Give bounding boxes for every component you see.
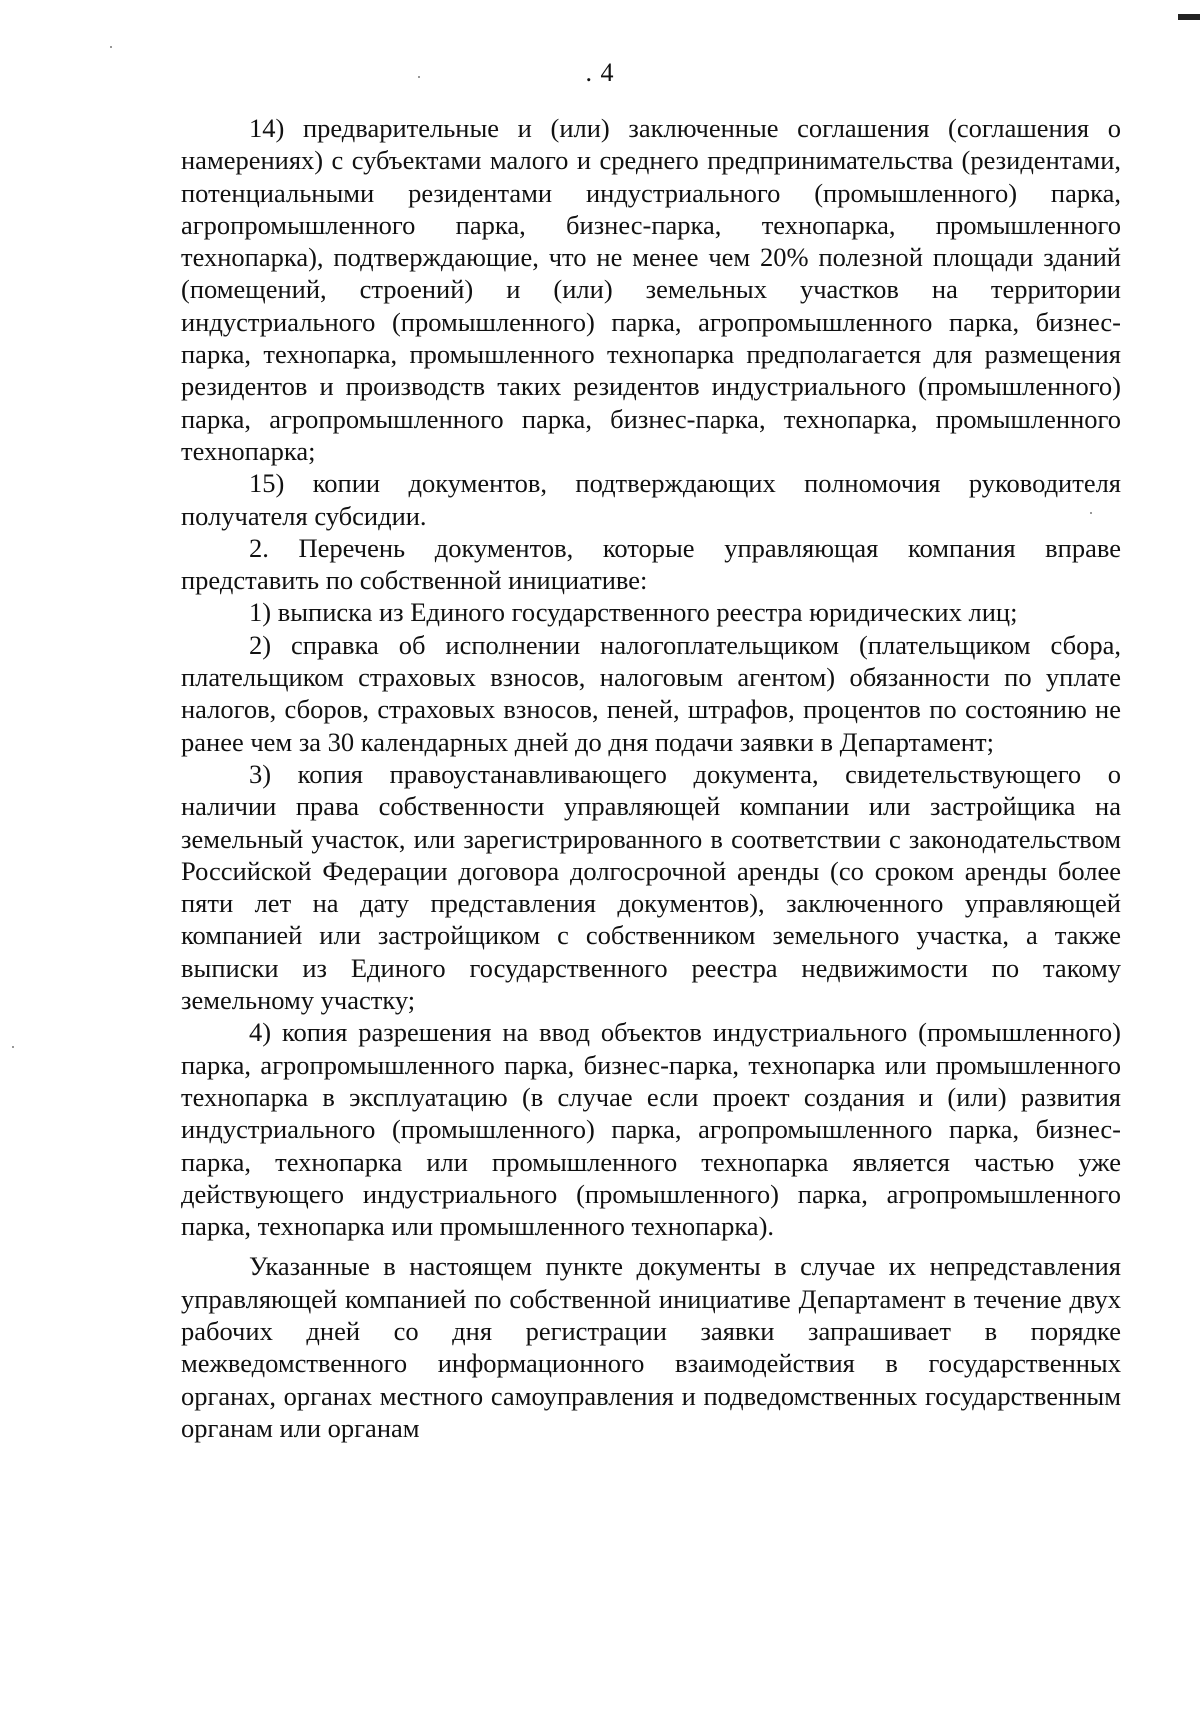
scan-speck xyxy=(12,1046,14,1048)
section-2-heading-paragraph: 2. Перечень документов, которые управляющая компания вправе представить по собственной инициативе: xyxy=(181,532,1121,596)
list-item-15: 15) копии документов, подтверждающих полномочия руководителя получателя субсидии. xyxy=(181,468,1121,531)
list-item-2: 2) справка об исполнении налогоплательщиком (плательщиком сбора, плательщиком страховых взносов, налоговым агентом) обязанности по уплате налогов, сборов, страховых взносов, пеней, штрафов, процентов по состоянию не ранее чем за 30 календарных дней до дня подачи заявки в Департамент; xyxy=(181,629,1121,757)
page-number: . 4 xyxy=(585,58,615,87)
list-item-1: 1) выписка из Единого государственного реестра юридических лиц; xyxy=(249,597,1018,628)
list-item-4: 4) копия разрешения на ввод объектов индустриального (промышленного) парка, агропромышленного парка, бизнес-парка, технопарка или промышленного технопарка в эксплуатацию (в случае если проект создания и (или) развития индустриального (промышленного) парка, агропромышленного парка, бизнес-парка, технопарка или промышленного технопарка является частью уже действующего индустриального (промышленного) парка, агропромышленного парка, технопарка или промышленного технопарка). xyxy=(181,1017,1121,1242)
scan-edge-mark xyxy=(1178,14,1200,20)
scan-speck xyxy=(110,46,112,48)
list-item-14: 14) предварительные и (или) заключенные соглашения (соглашения о намерениях) с субъектами малого и среднего предпринимательства (резидентами, потенциальными резидентами индустриального (промышленного) парка, агропромышленного парка, бизнес-парка, технопарка, промышленного технопарка), подтверждающие, что не менее чем 20% полезной площади зданий (помещений, строений) и (или) земельных участков на территории индустриального (промышленного) парка, агропромышленного парка, бизнес-парка, технопарка, промышленного технопарка предполагается для размещения резидентов и производств таких резидентов индустриального (промышленного) парка, агропромышленного парка, бизнес-парка, технопарка, промышленного технопарка; xyxy=(181,113,1121,466)
closing-paragraph: Указанные в настоящем пункте документы в случае их непредставления управляющей компанией по собственной инициативе Департамент в течение двух рабочих дней со дня регистрации заявки запрашивает в порядке межведомственного информационного взаимодействия в государственных органах, органах местного самоуправления и подведомственных государственным органам или органам xyxy=(181,1251,1121,1443)
list-item-3: 3) копия правоустанавливающего документа, свидетельствующего о наличии права собственности управляющей компании или застройщика на земельный участок, или зарегистрированного в соответствии с законодательством Российской Федерации договора долгосрочной аренды (со сроком аренды более пяти лет на дату представления документов), заключенного управляющей компанией или застройщиком с собственником земельного участка, а также выписки из Единого государственного реестра недвижимости по такому земельному участку; xyxy=(181,758,1121,1016)
document-body xyxy=(181,112,1121,1444)
